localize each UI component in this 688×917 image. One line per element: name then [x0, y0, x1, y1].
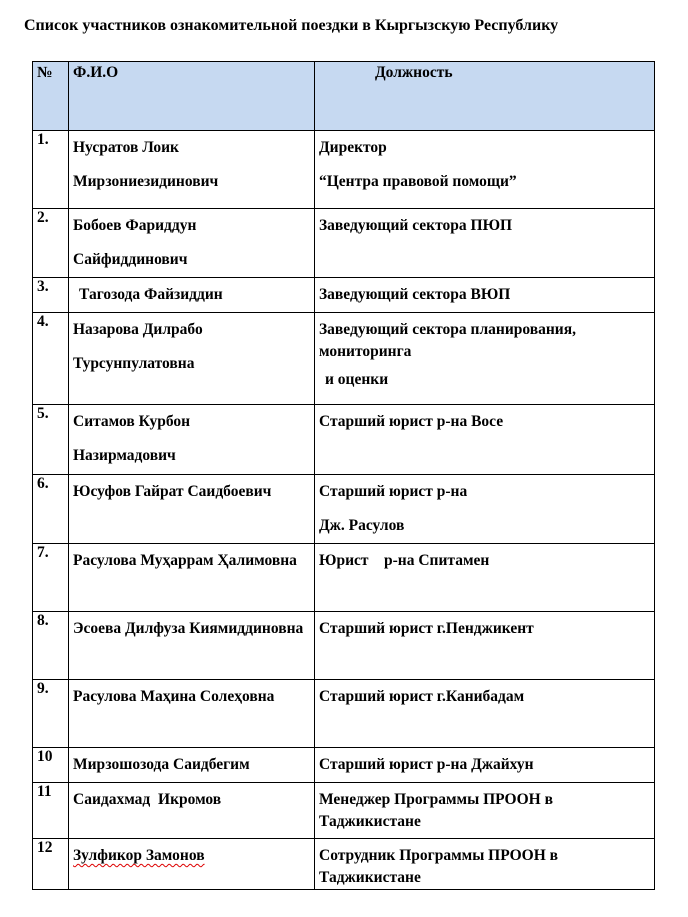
row-full-name: [69, 544, 315, 612]
position-line: Заведующий сектора планирования,: [319, 321, 576, 338]
position-line: Менеджер Программы ПРООН в: [319, 791, 553, 808]
row-position: [315, 544, 655, 612]
position-line: Заведующий сектора ПЮП: [319, 217, 513, 234]
row-full-name: [69, 748, 315, 783]
position-line: мониторинга: [319, 343, 412, 360]
position-line: Дж. Расулов: [319, 517, 405, 534]
position-line: Юрист р-на Спитамен: [319, 552, 490, 569]
row-number: 5.: [33, 405, 69, 475]
row-full-name: [69, 313, 315, 405]
row-full-name: [69, 783, 315, 839]
name-line: Мирзошозода Саидбегим: [73, 756, 250, 773]
row-number: 2.: [33, 209, 69, 278]
name-line: Турсунпулатовна: [73, 355, 195, 372]
position-line: “Центра правовой помощи”: [319, 173, 517, 190]
name-line: Нусратов Лоик: [73, 139, 179, 156]
row-position: [315, 278, 655, 313]
table-row: [33, 405, 655, 475]
table-row: [33, 839, 655, 890]
row-number: 12: [33, 839, 69, 890]
table-row: [33, 475, 655, 544]
row-number: 6.: [33, 475, 69, 544]
row-number: 11: [33, 783, 69, 839]
table-row: [33, 612, 655, 680]
row-number: 4.: [33, 313, 69, 405]
row-number: 3.: [33, 278, 69, 313]
position-line: Старший юрист р-на: [319, 483, 468, 500]
row-full-name: [69, 209, 315, 278]
position-line: Старший юрист г.Пенджикент: [319, 620, 534, 637]
name-line: Ситамов Курбон: [73, 413, 191, 430]
row-full-name: [69, 475, 315, 544]
name-line: Назирмадович: [73, 447, 176, 464]
row-position: [315, 131, 655, 209]
table-row: [33, 680, 655, 748]
name-line: Расулова Муҳаррам Ҳалимовна: [73, 552, 297, 569]
name-line: Юсуфов Гайрат Саидбоевич: [73, 483, 272, 500]
name-line: Назарова Дилрабо: [73, 321, 203, 338]
name-line: Эсоева Дилфуза Киямиддиновна: [73, 620, 304, 637]
position-line: Заведующий сектора ВЮП: [319, 286, 511, 303]
position-line: Директор: [319, 139, 387, 156]
row-position: [315, 680, 655, 748]
name-line: Сайфиддинович: [73, 251, 188, 268]
row-full-name: [69, 131, 315, 209]
position-line: Старший юрист г.Канибадам: [319, 688, 525, 705]
table-row: [33, 748, 655, 783]
table-header-row: [33, 62, 655, 131]
position-line: Таджикистане: [319, 813, 421, 830]
position-line: Старший юрист р-на Восе: [319, 413, 504, 430]
name-line: Тагозода Файзиддин: [79, 286, 223, 303]
header-full-name: Ф.И.О: [69, 62, 315, 131]
position-line: Таджикистане: [319, 869, 421, 886]
row-position: [315, 209, 655, 278]
row-position: [315, 405, 655, 475]
row-full-name: [69, 680, 315, 748]
row-full-name: [69, 612, 315, 680]
position-line: Старший юрист р-на Джайхун: [319, 756, 534, 773]
row-position: [315, 783, 655, 839]
table-row: [33, 278, 655, 313]
row-full-name: [69, 839, 315, 890]
row-position: [315, 748, 655, 783]
row-number: 7.: [33, 544, 69, 612]
row-full-name: [69, 278, 315, 313]
row-position: [315, 475, 655, 544]
row-position: [315, 839, 655, 890]
name-line: Бобоев Фариддун: [73, 217, 197, 234]
name-line: Мирзониезидинович: [73, 173, 219, 190]
row-position: [315, 612, 655, 680]
name-text: Зулфикор Замонов: [73, 847, 205, 864]
row-number: 1.: [33, 131, 69, 209]
row-full-name: [69, 405, 315, 475]
table-row: [33, 783, 655, 839]
row-position: [315, 313, 655, 405]
participants-table: [32, 61, 655, 890]
name-line: Саидахмад Икромов: [73, 791, 222, 808]
table-row: [33, 131, 655, 209]
row-number: 8.: [33, 612, 69, 680]
header-number: №: [33, 62, 69, 131]
document-title: Список участников ознакомительной поездки в Кыргызскую Республику: [24, 17, 559, 34]
position-line: Сотрудник Программы ПРООН в: [319, 847, 559, 864]
table-row: [33, 313, 655, 405]
row-number: 10: [33, 748, 69, 783]
position-line: и оценки: [325, 371, 389, 388]
table-row: [33, 544, 655, 612]
name-line: [73, 839, 310, 873]
header-position: Должность: [315, 62, 655, 131]
row-number: 9.: [33, 680, 69, 748]
table-row: [33, 209, 655, 278]
name-line: Расулова Маҳина Солеҳовна: [73, 688, 275, 705]
